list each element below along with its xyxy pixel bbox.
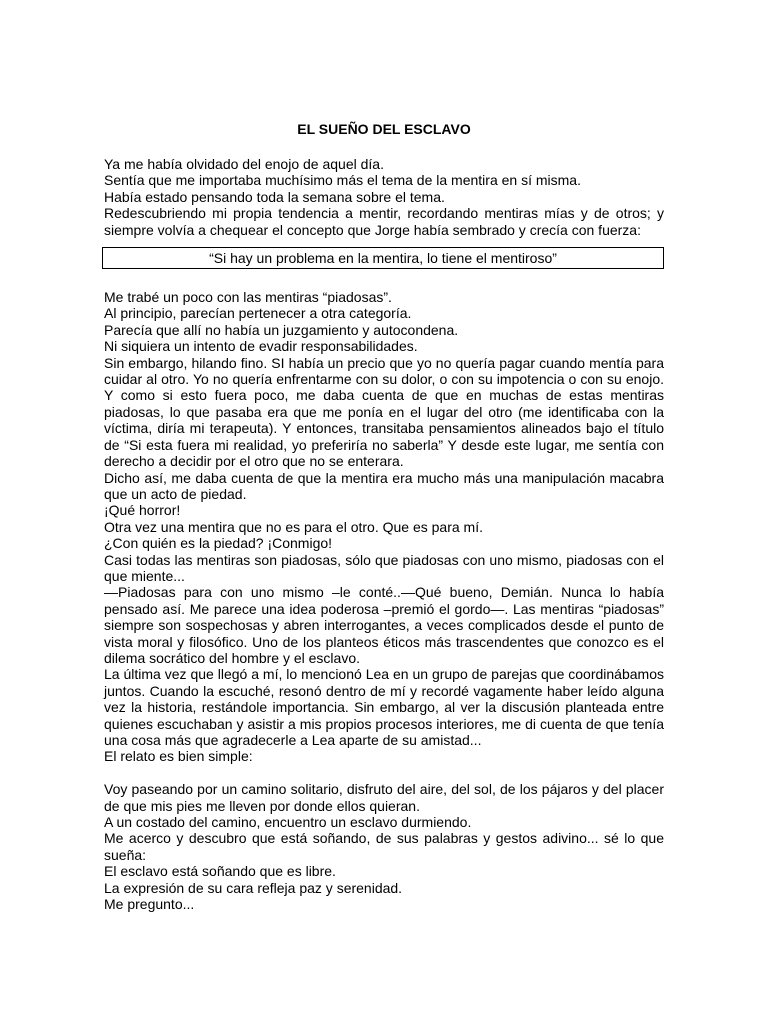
text-line: víctima, diría mi terapeuta). Y entonces, transitaba pensamientos alineados bajo el título	[104, 420, 664, 437]
text-line: juntos. Cuando la escuché, resonó dentro de mí y recordé vagamente haber leído alguna	[104, 682, 664, 699]
intro-paragraph	[104, 156, 664, 238]
text-line: dilema socrático del hombre y el esclavo.	[104, 649, 361, 666]
text-line: A un costado del camino, encuentro un esclavo durmiendo.	[104, 814, 472, 831]
text-line: Dicho así, me daba cuenta de que la mentira era mucho más una manipulación macabra	[104, 469, 664, 486]
text-line: Me trabé un poco con las mentiras “piadosas”.	[104, 289, 392, 306]
text-line: que un acto de piedad.	[104, 485, 247, 502]
document-page	[104, 120, 664, 912]
text-line: Y como si esto fuera poco, me daba cuenta de que en muchas de estas mentiras	[104, 387, 664, 404]
text-line: piadosas, lo que pasaba era que me ponía en el lugar del otro (me identificaba con la	[104, 403, 664, 420]
text-line: ¿Con quién es la piedad? ¡Conmigo!	[104, 535, 333, 552]
text-line: siempre son sospechosas y abren interrogantes, a veces complicados desde el punto de	[104, 617, 664, 634]
document-title: EL SUEÑO DEL ESCLAVO	[297, 121, 471, 137]
text-line: siempre volvía a chequear el concepto que Jorge había sembrado y crecía con fuerza:	[104, 221, 641, 238]
text-line: Sin embargo, hilando fino. SI había un precio que yo no quería pagar cuando mentía para	[104, 354, 664, 371]
quote-box	[102, 247, 664, 269]
text-line: Ya me había olvidado del enojo de aquel día.	[104, 156, 384, 172]
text-line: sueña:	[104, 846, 147, 863]
text-line: Ni siquiera un intento de evadir responsabilidades.	[104, 338, 418, 355]
text-line: derecho a decidir por el otro que no se enterara.	[104, 453, 404, 470]
text-line: Voy paseando por un camino solitario, disfruto del aire, del sol, de los pájaros y del placer	[104, 781, 664, 798]
text-line: vista moral y filosófico. Uno de los planteos éticos más trascendentes que conozco es el	[104, 633, 664, 650]
body-text	[104, 289, 664, 912]
text-line: Me pregunto...	[104, 896, 195, 913]
blank-line	[104, 765, 664, 781]
text-line: El esclavo está soñando que es libre.	[104, 863, 336, 880]
text-line: de “Si esta fuera mi realidad, yo preferiría no saberla” Y desde este lugar, me sentía con	[104, 436, 664, 453]
text-line: Sentía que me importaba muchísimo más el tema de la mentira en sí misma.	[104, 172, 581, 189]
text-line: La última vez que llegó a mí, lo mencionó Lea en un grupo de parejas que coordinábamos	[104, 666, 664, 683]
text-line: El relato es bien simple:	[104, 748, 253, 765]
text-line: de que mis pies me lleven por donde ellos quieran.	[104, 797, 420, 814]
text-line: Parecía que allí no había un juzgamiento y autocondena.	[104, 321, 459, 338]
quote-text: “Si hay un problema en la mentira, lo tiene el mentiroso”	[209, 250, 557, 267]
text-line: ¡Qué horror!	[104, 502, 181, 519]
text-line: vez la historia, restándole importancia. Sin embargo, al ver la discusión planteada entre	[104, 699, 664, 716]
text-line: La expresión de su cara refleja paz y serenidad.	[104, 879, 403, 896]
text-line: Había estado pensando toda la semana sobre el tema.	[104, 188, 445, 205]
text-line: Al principio, parecían pertenecer a otra categoría.	[104, 305, 412, 322]
text-line: quienes escuchaban y asistir a mis propios procesos interiores, me di cuenta de que tenía	[104, 715, 664, 732]
text-line: una cosa más que agradecerle a Lea aparte de su amistad...	[104, 732, 482, 748]
text-line: cuidar al otro. Yo no quería enfrentarme con su dolor, o con su impotencia o con su enojo.	[104, 371, 664, 388]
text-line: pensado así. Me parece una idea poderosa –premió el gordo—. Las mentiras “piadosas”	[104, 600, 664, 617]
text-line: —Piadosas para con uno mismo –le conté..—Qué bueno, Demián. Nunca lo había	[104, 584, 664, 601]
text-line: Casi todas las mentiras son piadosas, sólo que piadosas con uno mismo, piadosas con el	[104, 551, 664, 568]
text-line: que miente...	[104, 567, 185, 584]
text-line: Me acerco y descubro que está soñando, de sus palabras y gestos adivino... sé lo que	[104, 830, 664, 847]
text-line: Redescubriendo mi propia tendencia a mentir, recordando mentiras mías y de otros; y	[104, 205, 664, 222]
text-line: Otra vez una mentira que no es para el otro. Que es para mí.	[104, 518, 483, 535]
